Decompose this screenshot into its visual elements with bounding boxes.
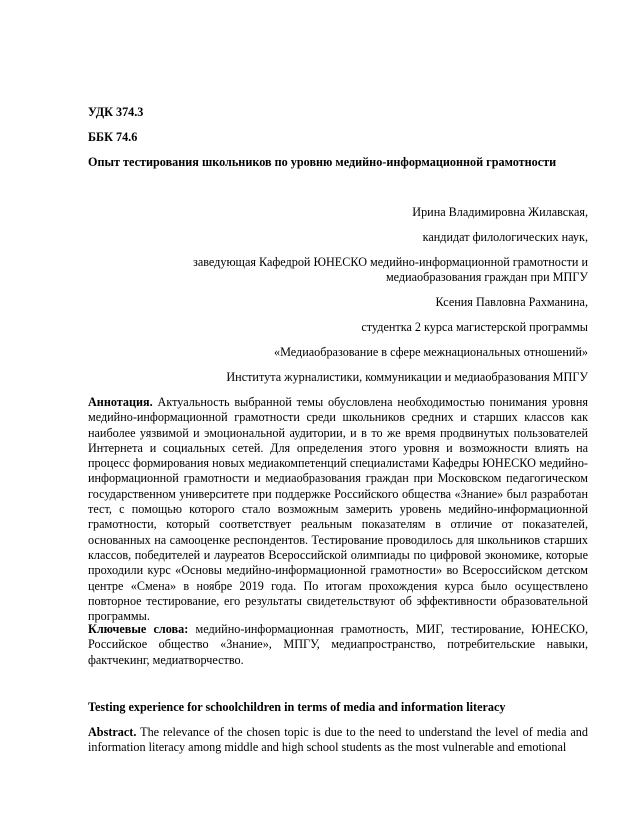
keywords-paragraph (88, 622, 588, 668)
keywords-text: медийно-информационная грамотность, МИГ, тестирование, ЮНЕСКО, Российское общество «Знание», МПГУ, медиапространство, потребительские навыки, фактчекинг, медиатворчество. (88, 622, 589, 667)
title-en: Testing experience for schoolchildren in terms of media and information literacy (88, 700, 506, 714)
udk-code: УДК 374.3 (88, 105, 144, 119)
abstract-text: The relevance of the chosen topic is due to the need to understand the level of media and information literacy among middle and high school students as the most vulnerable and emotional (88, 725, 588, 755)
abstract-paragraph (88, 725, 588, 756)
annotation-paragraph (88, 395, 588, 624)
author2-name: Ксения Павловна Рахманина, (435, 295, 588, 309)
author2-program: «Медиаобразование в сфере межнациональных отношений» (274, 345, 588, 359)
annotation-label: Аннотация. (88, 395, 153, 409)
author1-name: Ирина Владимировна Жилавская, (412, 205, 588, 219)
abstract-label: Abstract. (88, 725, 137, 739)
author1-position: заведующая Кафедрой ЮНЕСКО медийно-информационной грамотности и (193, 255, 588, 269)
annotation-text: Актуальность выбранной темы обусловлена необходимостью понимания уровня медийно-информационной грамотности среди школьников средних и старших классов как наиболее уязвимой и эмоциональной аудитории, и в то же время продвинутых пользователей Интернета и социальных сетей. Для определения этого уровня и возможности влиять на процесс формирования новых медиакомпетенций специалистами Кафедры ЮНЕСКО медийно-информационной грамотности и медиаобразования граждан при Московском педагогическом государственном университете при поддержке Российского общества «Знание» был разработан тест, с помощью которого стало возможным замерить уровень медийно-информационной грамотности, который соответствует реальным показателям в отличие от показателей, основанных на самооценке респондентов. Тестирование проводилось для школьников старших классов, победителей и лауреатов Всероссийской олимпиады по цифровой экономике, которые проходили курс «Основы медийно-информационной грамотности» во Всероссийском детском центре «Смена» в ноябре 2019 года. По итогам прохождения курса было осуществлено повторное тестирование, его результаты свидетельствуют об эффективности образовательной программы. (88, 395, 588, 624)
keywords-label: Ключевые слова: (88, 622, 189, 636)
author1-position-cont: медиаобразования граждан при МПГУ (385, 270, 588, 284)
author2-position: студентка 2 курса магистерской программы (361, 320, 588, 334)
author2-institute: Института журналистики, коммуникации и медиаобразования МПГУ (226, 370, 588, 384)
author1-degree: кандидат филологических наук, (422, 230, 588, 244)
bbk-code: ББК 74.6 (88, 130, 138, 144)
title-ru: Опыт тестирования школьников по уровню медийно-информационной грамотности (88, 155, 557, 169)
